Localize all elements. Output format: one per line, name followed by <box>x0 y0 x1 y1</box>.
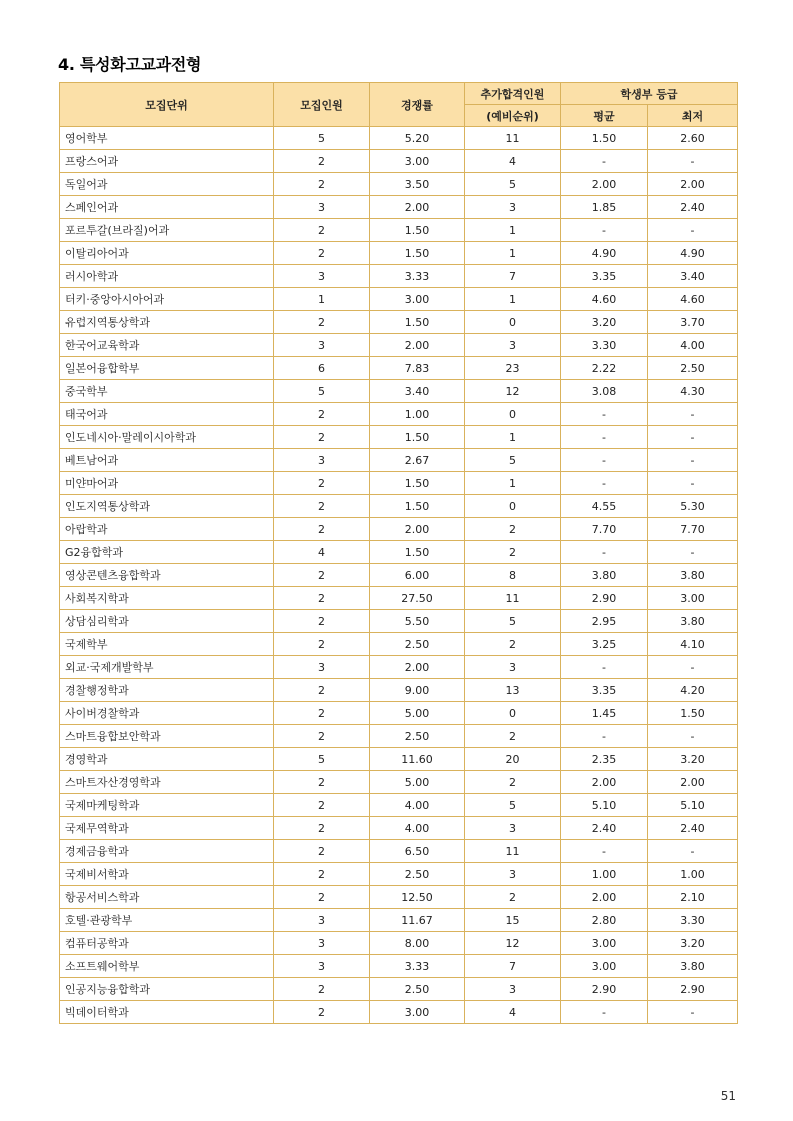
extra-cell: 2 <box>465 886 561 909</box>
header-extra-line2: (예비순위) <box>465 105 561 127</box>
min-grade-cell: 2.00 <box>648 771 738 794</box>
avg-grade-cell: 2.00 <box>561 173 648 196</box>
unit-cell: 컴퓨터공학과 <box>60 932 274 955</box>
ratio-cell: 9.00 <box>370 679 465 702</box>
ratio-cell: 2.50 <box>370 725 465 748</box>
avg-grade-cell: 1.50 <box>561 127 648 150</box>
quota-cell: 2 <box>274 840 370 863</box>
quota-cell: 3 <box>274 196 370 219</box>
table-row <box>60 173 738 196</box>
quota-cell: 2 <box>274 587 370 610</box>
unit-cell: 인도네시아·말레이시아학과 <box>60 426 274 449</box>
ratio-cell: 6.50 <box>370 840 465 863</box>
avg-grade-cell: - <box>561 449 648 472</box>
quota-cell: 2 <box>274 817 370 840</box>
quota-cell: 2 <box>274 403 370 426</box>
extra-cell: 12 <box>465 932 561 955</box>
ratio-cell: 7.83 <box>370 357 465 380</box>
table-row <box>60 725 738 748</box>
ratio-cell: 3.40 <box>370 380 465 403</box>
avg-grade-cell: 4.55 <box>561 495 648 518</box>
table-row <box>60 311 738 334</box>
avg-grade-cell: 3.25 <box>561 633 648 656</box>
avg-grade-cell: - <box>561 426 648 449</box>
unit-cell: 호텔·관광학부 <box>60 909 274 932</box>
min-grade-cell: 5.30 <box>648 495 738 518</box>
unit-cell: 프랑스어과 <box>60 150 274 173</box>
table-row <box>60 219 738 242</box>
quota-cell: 2 <box>274 495 370 518</box>
avg-grade-cell: 2.95 <box>561 610 648 633</box>
ratio-cell: 1.50 <box>370 219 465 242</box>
ratio-cell: 5.00 <box>370 702 465 725</box>
extra-cell: 2 <box>465 518 561 541</box>
unit-cell: 유럽지역통상학과 <box>60 311 274 334</box>
table-row <box>60 886 738 909</box>
unit-cell: 사이버경찰학과 <box>60 702 274 725</box>
avg-grade-cell: 3.00 <box>561 932 648 955</box>
extra-cell: 2 <box>465 541 561 564</box>
quota-cell: 2 <box>274 794 370 817</box>
min-grade-cell: - <box>648 541 738 564</box>
header-extra-line1: 추가합격인원 <box>465 83 561 105</box>
table-row <box>60 242 738 265</box>
unit-cell: 빅데이터학과 <box>60 1001 274 1024</box>
avg-grade-cell: 2.90 <box>561 587 648 610</box>
ratio-cell: 11.60 <box>370 748 465 771</box>
quota-cell: 2 <box>274 173 370 196</box>
unit-cell: 러시아학과 <box>60 265 274 288</box>
table-row <box>60 978 738 1001</box>
table-row <box>60 150 738 173</box>
ratio-cell: 1.00 <box>370 403 465 426</box>
header-min: 최저 <box>648 105 738 127</box>
min-grade-cell: 3.70 <box>648 311 738 334</box>
avg-grade-cell: 3.35 <box>561 265 648 288</box>
avg-grade-cell: 3.20 <box>561 311 648 334</box>
avg-grade-cell: 3.80 <box>561 564 648 587</box>
table-row <box>60 518 738 541</box>
avg-grade-cell: - <box>561 219 648 242</box>
extra-cell: 11 <box>465 127 561 150</box>
unit-cell: 스마트융합보안학과 <box>60 725 274 748</box>
quota-cell: 2 <box>274 426 370 449</box>
quota-cell: 3 <box>274 656 370 679</box>
quota-cell: 3 <box>274 449 370 472</box>
extra-cell: 2 <box>465 725 561 748</box>
header-ratio: 경쟁률 <box>370 83 465 127</box>
extra-cell: 7 <box>465 265 561 288</box>
avg-grade-cell: - <box>561 541 648 564</box>
extra-cell: 11 <box>465 587 561 610</box>
ratio-cell: 1.50 <box>370 426 465 449</box>
min-grade-cell: 2.10 <box>648 886 738 909</box>
unit-cell: 영어학부 <box>60 127 274 150</box>
avg-grade-cell: 3.30 <box>561 334 648 357</box>
ratio-cell: 27.50 <box>370 587 465 610</box>
min-grade-cell: - <box>648 403 738 426</box>
quota-cell: 2 <box>274 771 370 794</box>
avg-grade-cell: - <box>561 656 648 679</box>
avg-grade-cell: 3.35 <box>561 679 648 702</box>
quota-cell: 2 <box>274 242 370 265</box>
ratio-cell: 4.00 <box>370 794 465 817</box>
quota-cell: 3 <box>274 334 370 357</box>
ratio-cell: 5.20 <box>370 127 465 150</box>
avg-grade-cell: - <box>561 1001 648 1024</box>
table-row <box>60 932 738 955</box>
table-header <box>60 83 738 127</box>
min-grade-cell: - <box>648 840 738 863</box>
avg-grade-cell: 2.80 <box>561 909 648 932</box>
table-row <box>60 449 738 472</box>
min-grade-cell: 4.60 <box>648 288 738 311</box>
quota-cell: 2 <box>274 150 370 173</box>
ratio-cell: 3.33 <box>370 265 465 288</box>
unit-cell: 경영학과 <box>60 748 274 771</box>
quota-cell: 2 <box>274 219 370 242</box>
min-grade-cell: 4.30 <box>648 380 738 403</box>
table-row <box>60 863 738 886</box>
header-avg: 평균 <box>561 105 648 127</box>
avg-grade-cell: 2.22 <box>561 357 648 380</box>
quota-cell: 3 <box>274 955 370 978</box>
avg-grade-cell: 2.90 <box>561 978 648 1001</box>
avg-grade-cell: 1.45 <box>561 702 648 725</box>
unit-cell: 포르투갈(브라질)어과 <box>60 219 274 242</box>
table-row <box>60 265 738 288</box>
quota-cell: 2 <box>274 633 370 656</box>
unit-cell: 상담심리학과 <box>60 610 274 633</box>
extra-cell: 7 <box>465 955 561 978</box>
extra-cell: 8 <box>465 564 561 587</box>
quota-cell: 2 <box>274 518 370 541</box>
table-row <box>60 196 738 219</box>
unit-cell: 이탈리아어과 <box>60 242 274 265</box>
unit-cell: 국제비서학과 <box>60 863 274 886</box>
avg-grade-cell: 4.60 <box>561 288 648 311</box>
min-grade-cell: 2.40 <box>648 196 738 219</box>
extra-cell: 0 <box>465 495 561 518</box>
extra-cell: 15 <box>465 909 561 932</box>
table-row <box>60 127 738 150</box>
unit-cell: 터키·중앙아시아어과 <box>60 288 274 311</box>
avg-grade-cell: 2.00 <box>561 771 648 794</box>
ratio-cell: 3.00 <box>370 1001 465 1024</box>
unit-cell: 독일어과 <box>60 173 274 196</box>
min-grade-cell: 4.20 <box>648 679 738 702</box>
ratio-cell: 12.50 <box>370 886 465 909</box>
header-quota: 모집인원 <box>274 83 370 127</box>
quota-cell: 2 <box>274 725 370 748</box>
unit-cell: 국제무역학과 <box>60 817 274 840</box>
ratio-cell: 2.50 <box>370 633 465 656</box>
avg-grade-cell: - <box>561 150 648 173</box>
table-row <box>60 794 738 817</box>
extra-cell: 0 <box>465 311 561 334</box>
ratio-cell: 1.50 <box>370 472 465 495</box>
extra-cell: 1 <box>465 242 561 265</box>
table-body <box>60 127 738 1024</box>
table-row <box>60 403 738 426</box>
page-number: 51 <box>720 1089 736 1103</box>
section-title: 4. 특성화고교과전형 <box>58 55 202 74</box>
unit-cell: 인도지역통상학과 <box>60 495 274 518</box>
quota-cell: 2 <box>274 564 370 587</box>
ratio-cell: 3.00 <box>370 288 465 311</box>
unit-cell: 미얀마어과 <box>60 472 274 495</box>
table-row <box>60 610 738 633</box>
extra-cell: 3 <box>465 334 561 357</box>
extra-cell: 4 <box>465 1001 561 1024</box>
avg-grade-cell: 2.35 <box>561 748 648 771</box>
extra-cell: 20 <box>465 748 561 771</box>
header-unit: 모집단위 <box>60 83 274 127</box>
ratio-cell: 11.67 <box>370 909 465 932</box>
avg-grade-cell: 3.08 <box>561 380 648 403</box>
extra-cell: 11 <box>465 840 561 863</box>
table-row <box>60 587 738 610</box>
min-grade-cell: - <box>648 219 738 242</box>
min-grade-cell: - <box>648 449 738 472</box>
extra-cell: 13 <box>465 679 561 702</box>
ratio-cell: 2.67 <box>370 449 465 472</box>
ratio-cell: 2.00 <box>370 196 465 219</box>
unit-cell: 베트남어과 <box>60 449 274 472</box>
table-row <box>60 840 738 863</box>
quota-cell: 2 <box>274 863 370 886</box>
min-grade-cell: 3.30 <box>648 909 738 932</box>
min-grade-cell: - <box>648 426 738 449</box>
min-grade-cell: 4.00 <box>648 334 738 357</box>
extra-cell: 23 <box>465 357 561 380</box>
extra-cell: 5 <box>465 173 561 196</box>
unit-cell: 경제금융학과 <box>60 840 274 863</box>
min-grade-cell: 3.20 <box>648 932 738 955</box>
unit-cell: 국제학부 <box>60 633 274 656</box>
unit-cell: 영상콘텐츠융합학과 <box>60 564 274 587</box>
unit-cell: 한국어교육학과 <box>60 334 274 357</box>
min-grade-cell: - <box>648 656 738 679</box>
extra-cell: 0 <box>465 702 561 725</box>
quota-cell: 2 <box>274 978 370 1001</box>
table-row <box>60 1001 738 1024</box>
table-row <box>60 748 738 771</box>
ratio-cell: 8.00 <box>370 932 465 955</box>
min-grade-cell: 3.80 <box>648 955 738 978</box>
extra-cell: 1 <box>465 288 561 311</box>
ratio-cell: 2.50 <box>370 863 465 886</box>
table-row <box>60 426 738 449</box>
ratio-cell: 1.50 <box>370 541 465 564</box>
table-row <box>60 541 738 564</box>
unit-cell: G2융합학과 <box>60 541 274 564</box>
avg-grade-cell: - <box>561 840 648 863</box>
table-row <box>60 817 738 840</box>
quota-cell: 5 <box>274 380 370 403</box>
table-row <box>60 656 738 679</box>
extra-cell: 1 <box>465 426 561 449</box>
min-grade-cell: 1.00 <box>648 863 738 886</box>
avg-grade-cell: 3.00 <box>561 955 648 978</box>
min-grade-cell: 2.90 <box>648 978 738 1001</box>
extra-cell: 1 <box>465 219 561 242</box>
ratio-cell: 2.50 <box>370 978 465 1001</box>
table-row <box>60 633 738 656</box>
table-row <box>60 564 738 587</box>
avg-grade-cell: - <box>561 472 648 495</box>
ratio-cell: 3.00 <box>370 150 465 173</box>
unit-cell: 중국학부 <box>60 380 274 403</box>
min-grade-cell: 2.00 <box>648 173 738 196</box>
extra-cell: 5 <box>465 610 561 633</box>
quota-cell: 2 <box>274 610 370 633</box>
unit-cell: 외교·국제개발학부 <box>60 656 274 679</box>
ratio-cell: 1.50 <box>370 311 465 334</box>
quota-cell: 2 <box>274 679 370 702</box>
unit-cell: 스마트자산경영학과 <box>60 771 274 794</box>
avg-grade-cell: 7.70 <box>561 518 648 541</box>
min-grade-cell: 3.80 <box>648 564 738 587</box>
quota-cell: 3 <box>274 909 370 932</box>
avg-grade-cell: 4.90 <box>561 242 648 265</box>
extra-cell: 2 <box>465 771 561 794</box>
min-grade-cell: 2.40 <box>648 817 738 840</box>
quota-cell: 6 <box>274 357 370 380</box>
extra-cell: 5 <box>465 794 561 817</box>
admission-results-table <box>59 82 738 1024</box>
unit-cell: 사회복지학과 <box>60 587 274 610</box>
ratio-cell: 3.50 <box>370 173 465 196</box>
unit-cell: 태국어과 <box>60 403 274 426</box>
unit-cell: 소프트웨어학부 <box>60 955 274 978</box>
ratio-cell: 1.50 <box>370 242 465 265</box>
min-grade-cell: 3.00 <box>648 587 738 610</box>
extra-cell: 3 <box>465 656 561 679</box>
min-grade-cell: 2.50 <box>648 357 738 380</box>
table-row <box>60 909 738 932</box>
quota-cell: 2 <box>274 311 370 334</box>
table-row <box>60 472 738 495</box>
avg-grade-cell: 2.00 <box>561 886 648 909</box>
extra-cell: 3 <box>465 196 561 219</box>
extra-cell: 2 <box>465 633 561 656</box>
quota-cell: 2 <box>274 886 370 909</box>
unit-cell: 인공지능융합학과 <box>60 978 274 1001</box>
ratio-cell: 2.00 <box>370 656 465 679</box>
min-grade-cell: 3.20 <box>648 748 738 771</box>
quota-cell: 3 <box>274 932 370 955</box>
min-grade-cell: 2.60 <box>648 127 738 150</box>
min-grade-cell: 4.10 <box>648 633 738 656</box>
min-grade-cell: 3.40 <box>648 265 738 288</box>
table-row <box>60 357 738 380</box>
extra-cell: 3 <box>465 817 561 840</box>
quota-cell: 2 <box>274 702 370 725</box>
quota-cell: 4 <box>274 541 370 564</box>
table-row <box>60 955 738 978</box>
min-grade-cell: - <box>648 725 738 748</box>
extra-cell: 4 <box>465 150 561 173</box>
ratio-cell: 4.00 <box>370 817 465 840</box>
ratio-cell: 2.00 <box>370 334 465 357</box>
min-grade-cell: 3.80 <box>648 610 738 633</box>
avg-grade-cell: - <box>561 403 648 426</box>
ratio-cell: 6.00 <box>370 564 465 587</box>
avg-grade-cell: 1.85 <box>561 196 648 219</box>
min-grade-cell: - <box>648 1001 738 1024</box>
extra-cell: 1 <box>465 472 561 495</box>
min-grade-cell: 7.70 <box>648 518 738 541</box>
avg-grade-cell: 2.40 <box>561 817 648 840</box>
ratio-cell: 1.50 <box>370 495 465 518</box>
quota-cell: 3 <box>274 265 370 288</box>
quota-cell: 2 <box>274 1001 370 1024</box>
ratio-cell: 5.50 <box>370 610 465 633</box>
table-row <box>60 288 738 311</box>
min-grade-cell: - <box>648 472 738 495</box>
quota-cell: 5 <box>274 127 370 150</box>
min-grade-cell: 5.10 <box>648 794 738 817</box>
avg-grade-cell: 1.00 <box>561 863 648 886</box>
avg-grade-cell: 5.10 <box>561 794 648 817</box>
table-row <box>60 702 738 725</box>
extra-cell: 0 <box>465 403 561 426</box>
unit-cell: 국제마케팅학과 <box>60 794 274 817</box>
ratio-cell: 3.33 <box>370 955 465 978</box>
extra-cell: 3 <box>465 863 561 886</box>
quota-cell: 5 <box>274 748 370 771</box>
extra-cell: 12 <box>465 380 561 403</box>
header-grade: 학생부 등급 <box>561 83 738 105</box>
ratio-cell: 5.00 <box>370 771 465 794</box>
table-row <box>60 334 738 357</box>
ratio-cell: 2.00 <box>370 518 465 541</box>
unit-cell: 아랍학과 <box>60 518 274 541</box>
avg-grade-cell: - <box>561 725 648 748</box>
quota-cell: 1 <box>274 288 370 311</box>
quota-cell: 2 <box>274 472 370 495</box>
min-grade-cell: 4.90 <box>648 242 738 265</box>
unit-cell: 경찰행정학과 <box>60 679 274 702</box>
table-row <box>60 495 738 518</box>
unit-cell: 항공서비스학과 <box>60 886 274 909</box>
unit-cell: 일본어융합학부 <box>60 357 274 380</box>
table-row <box>60 679 738 702</box>
min-grade-cell: 1.50 <box>648 702 738 725</box>
min-grade-cell: - <box>648 150 738 173</box>
table-row <box>60 771 738 794</box>
extra-cell: 5 <box>465 449 561 472</box>
table-row <box>60 380 738 403</box>
unit-cell: 스페인어과 <box>60 196 274 219</box>
extra-cell: 3 <box>465 978 561 1001</box>
